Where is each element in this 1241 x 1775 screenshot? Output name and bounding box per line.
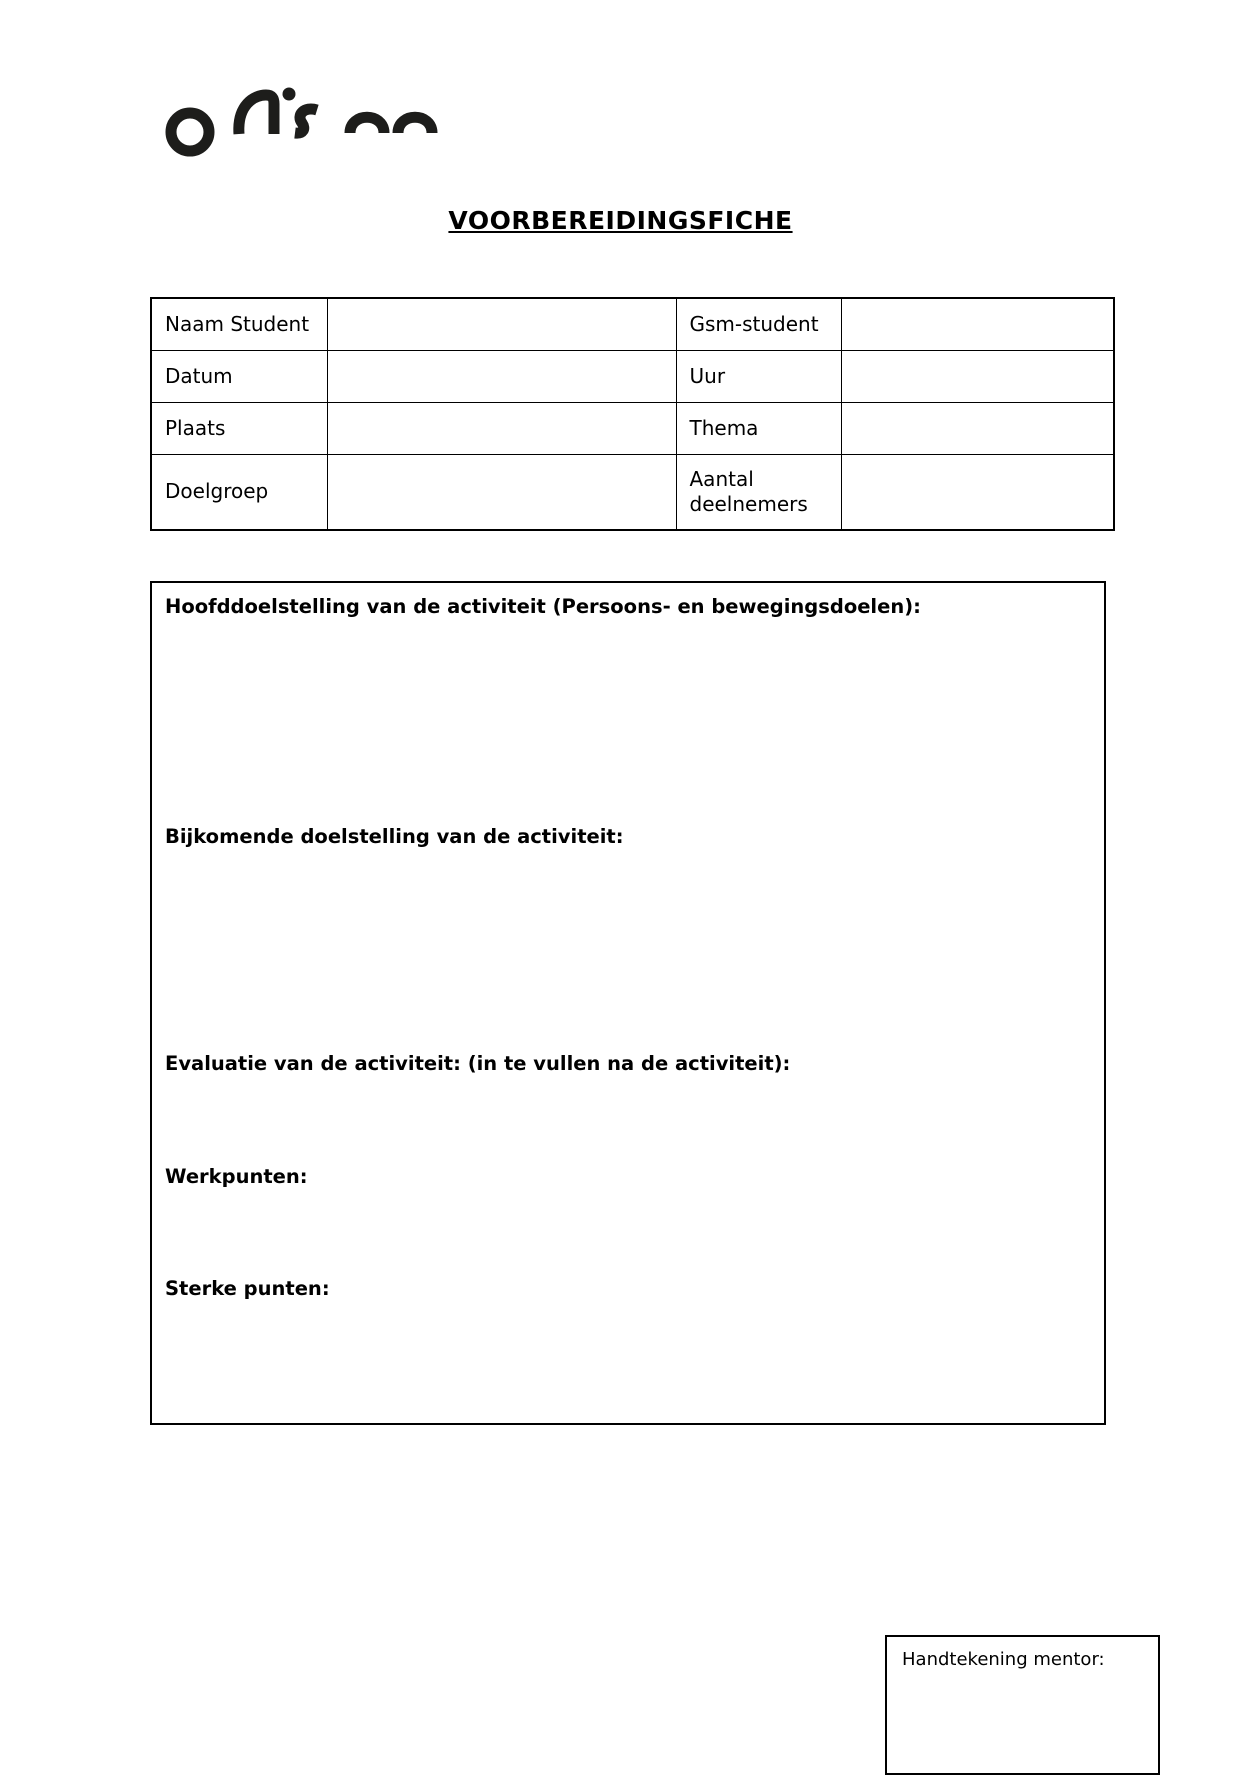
table-row <box>151 454 1114 530</box>
logo-letter-e1 <box>350 117 384 133</box>
value-naam-student <box>327 298 676 350</box>
label-aantal-deelnemers: Aantal deelnemers <box>676 454 841 530</box>
page-title: VOORBEREIDINGSFICHE <box>448 206 793 235</box>
table-row <box>151 402 1114 454</box>
value-doelgroep <box>327 454 676 530</box>
heading-bijkomende-doelstelling: Bijkomende doelstelling van de activiteit: <box>165 825 624 848</box>
odisee-logo <box>158 85 443 160</box>
signature-box <box>885 1635 1160 1775</box>
info-table <box>150 297 1115 531</box>
heading-evaluatie: Evaluatie van de activiteit: (in te vullen na de activiteit): <box>165 1052 791 1075</box>
value-gsm-student <box>841 298 1114 350</box>
logo-letter-d <box>239 95 274 134</box>
signature-label: Handtekening mentor: <box>902 1649 1105 1670</box>
label-naam-student: Naam Student <box>151 298 327 350</box>
table-row <box>151 298 1114 350</box>
label-gsm-student: Gsm-student <box>676 298 841 350</box>
value-plaats <box>327 402 676 454</box>
logo-letter-s <box>295 109 317 133</box>
heading-werkpunten: Werkpunten: <box>165 1165 308 1188</box>
value-uur <box>841 350 1114 402</box>
label-uur: Uur <box>676 350 841 402</box>
heading-hoofddoelstelling: Hoofddoelstelling van de activiteit (Persoons- en bewegingsdoelen): <box>165 595 921 618</box>
value-aantal-deelnemers <box>841 454 1114 530</box>
value-datum <box>327 350 676 402</box>
logo-letter-i <box>283 88 296 101</box>
label-thema: Thema <box>676 402 841 454</box>
sections-box <box>150 581 1106 1425</box>
odisee-logo-icon <box>158 85 443 160</box>
table-row <box>151 350 1114 402</box>
label-datum: Datum <box>151 350 327 402</box>
logo-letter-o <box>171 113 209 151</box>
heading-sterke-punten: Sterke punten: <box>165 1277 330 1300</box>
value-thema <box>841 402 1114 454</box>
logo-letter-e2 <box>398 117 432 133</box>
label-doelgroep: Doelgroep <box>151 454 327 530</box>
label-plaats: Plaats <box>151 402 327 454</box>
